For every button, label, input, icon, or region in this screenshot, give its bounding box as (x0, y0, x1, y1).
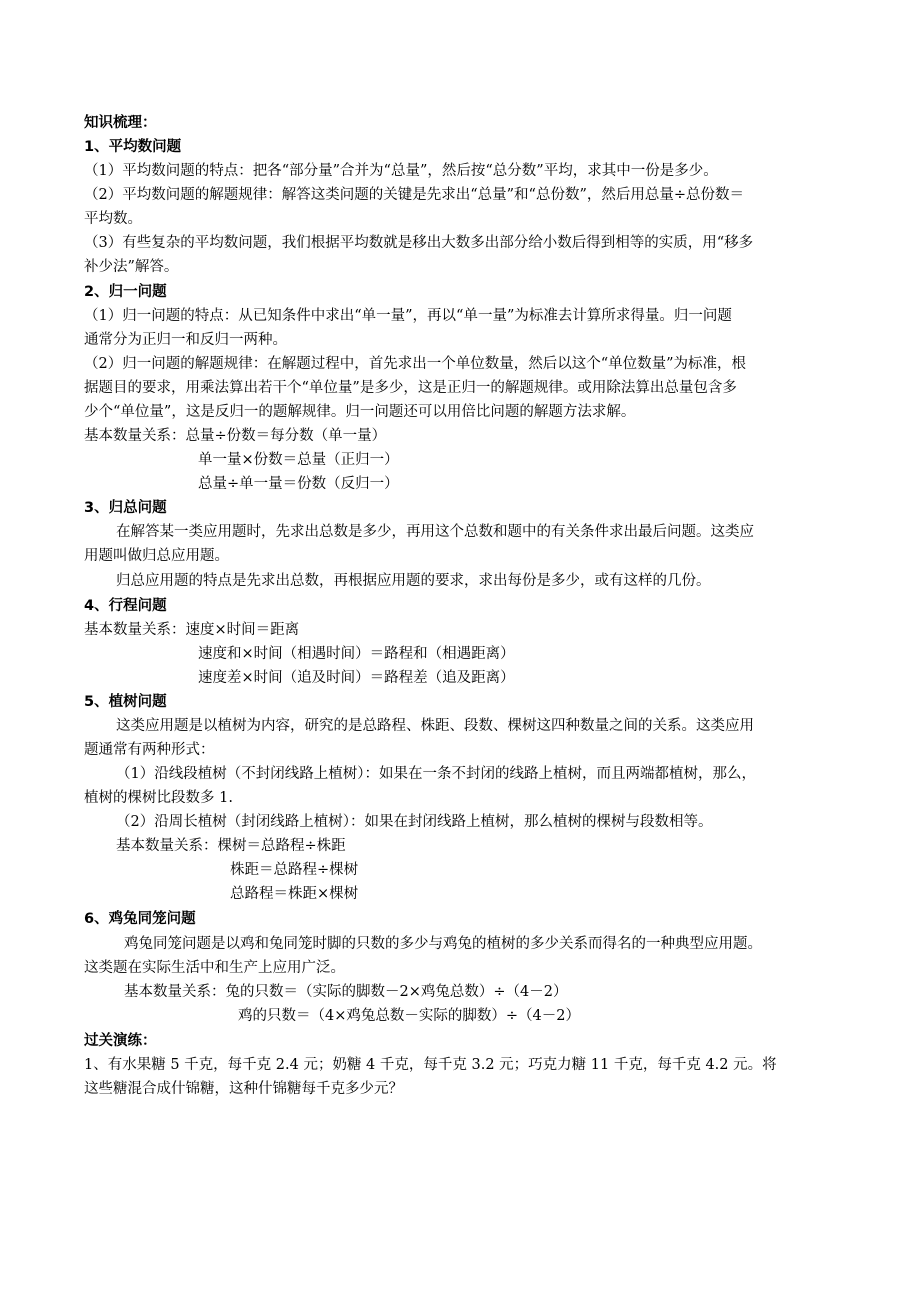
knowledge-heading: 知识梳理： (84, 115, 157, 131)
s4-relation-row-1 (84, 620, 848, 640)
s4-relation-2: 速度和×时间（相遇时间）＝路程和（相遇距离） (198, 646, 515, 662)
exercise-1-line-1: 1、有水果糖 5 千克，每千克 2.4 元；奶糖 4 千克，每千克 3.2 元；巧克力糖 11 千克，每千克 4.2 元。将 (84, 1057, 777, 1073)
s5-relation-row-1 (116, 836, 848, 856)
s4-relation-label: 基本数量关系： (84, 622, 186, 638)
s1-paragraph-1: （1）平均数问题的特点：把各“部分量”合并为“总量”，然后按“总分数”平均，求其中一份是多少。 (84, 163, 718, 179)
s1-paragraph-3-line-1: （3）有些复杂的平均数问题，我们根据平均数就是移出大数多出部分给小数后得到相等的实质，用“移多 (84, 235, 754, 251)
section-6-title: 6、鸡兔同笼问题 (84, 911, 196, 927)
s2-relation-2: 单一量×份数＝总量（正归一） (198, 452, 399, 468)
s2-relation-label: 基本数量关系： (84, 428, 186, 444)
s3-paragraph-1-line-2: 用题叫做归总应用题。 (84, 548, 229, 564)
s6-paragraph-1-line-1: 鸡兔同笼问题是以鸡和兔同笼时脚的只数的多少与鸡兔的植树的多少关系而得名的一种典型应用题。 (124, 936, 762, 952)
section-1-title: 1、平均数问题 (84, 139, 182, 155)
s5-relation-2: 株距＝总路程÷棵树 (230, 862, 359, 878)
s2-paragraph-2-line-2: 据题目的要求，用乘法算出若干个“单位量”是多少，这是正归一的解题规律。或用除法算出总量包含多 (84, 380, 737, 396)
s6-relation-1: 兔的只数＝（实际的脚数－2×鸡兔总数）÷（4－2） (225, 984, 568, 1000)
s2-paragraph-1-line-1: （1）归一问题的特点：从已知条件中求出“单一量”，再以“单一量”为标准去计算所求得量。归一问题 (84, 308, 732, 324)
s6-paragraph-1-line-2: 这类题在实际生活中和生产上应用广泛。 (84, 960, 345, 976)
s2-relation-3: 总量÷单一量＝份数（反归一） (198, 476, 399, 492)
s5-paragraph-2-line-1: （1）沿线段植树（不封闭线路上植树）：如果在一条不封闭的线路上植树，而且两端都植树，那么， (116, 766, 756, 782)
s5-relation-3: 总路程＝株距×棵树 (230, 886, 359, 902)
s5-relation-1: 棵树＝总路程÷株距 (217, 838, 346, 854)
s4-relation-1: 速度×时间＝距离 (185, 622, 300, 638)
section-4-title: 4、行程问题 (84, 598, 167, 614)
s5-paragraph-1-line-2: 题通常有两种形式： (84, 742, 215, 758)
s6-relation-2: 鸡的只数＝（4×鸡兔总数－实际的脚数）÷（4－2） (238, 1008, 580, 1024)
s3-paragraph-1-line-1: 在解答某一类应用题时，先求出总数是多少，再用这个总数和题中的有关条件求出最后问题。这类应 (116, 524, 754, 540)
s3-paragraph-2: 归总应用题的特点是先求出总数，再根据应用题的要求，求出每份是多少，或有这样的几份。 (116, 573, 711, 589)
section-2-title: 2、归一问题 (84, 284, 167, 300)
s1-paragraph-2-line-2: 平均数。 (84, 211, 142, 227)
exercise-1-line-2: 这些糖混合成什锦糖，这种什锦糖每千克多少元？ (84, 1081, 403, 1097)
s2-paragraph-1-line-2: 通常分为正归一和反归一两种。 (84, 332, 287, 348)
s2-relation-row-1 (84, 426, 848, 446)
s6-relation-label: 基本数量关系： (124, 984, 226, 1000)
section-3-title: 3、归总问题 (84, 500, 167, 516)
s2-relation-1: 总量÷份数＝每分数（单一量） (185, 428, 387, 444)
s6-relation-row-1 (124, 982, 848, 1002)
s4-relation-3: 速度差×时间（追及时间）＝路程差（追及距离） (198, 670, 515, 686)
s1-paragraph-3-line-2: 补少法”解答。 (84, 259, 179, 275)
s5-relation-label: 基本数量关系： (116, 838, 218, 854)
s2-paragraph-2-line-3: 少个“单位量”，这是反归一的题解规律。归一问题还可以用倍比问题的解题方法求解。 (84, 404, 636, 420)
s2-paragraph-2-line-1: （2）归一问题的解题规律：在解题过程中，首先求出一个单位数量，然后以这个“单位数量”为标准，根 (84, 356, 747, 372)
s5-paragraph-1-line-1: 这类应用题是以植树为内容，研究的是总路程、株距、段数、棵树这四种数量之间的关系。这类应用 (116, 718, 754, 734)
exercise-heading: 过关演练： (84, 1033, 157, 1049)
s1-paragraph-2-line-1: （2）平均数问题的解题规律：解答这类问题的关键是先求出“总量”和“总份数”，然后用总量÷总份数＝ (84, 187, 745, 203)
s5-paragraph-2-line-2: 植树的棵树比段数多 1. (84, 790, 233, 806)
s5-paragraph-3: （2）沿周长植树（封闭线路上植树）：如果在封闭线路上植树，那么植树的棵树与段数相等。 (116, 814, 713, 830)
section-5-title: 5、植树问题 (84, 694, 167, 710)
